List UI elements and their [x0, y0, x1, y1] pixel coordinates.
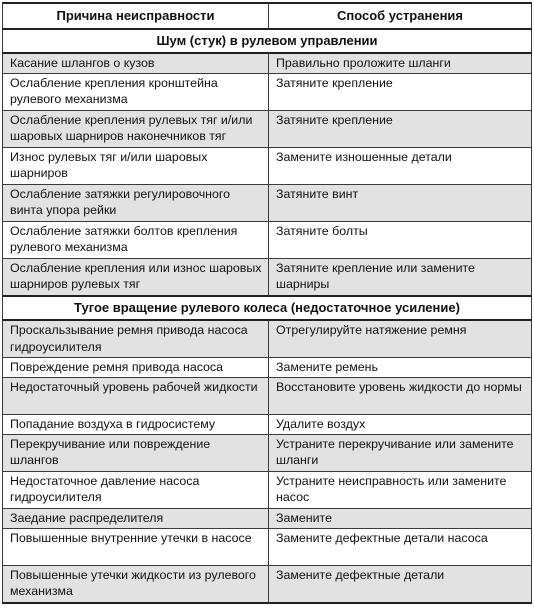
cause-cell: Ослабление затяжки болтов крепления рулевого механизма	[3, 221, 269, 258]
cause-cell: Ослабление затяжки регулировочного винта упора рейки	[3, 184, 269, 221]
remedy-cell: Затяните болты	[269, 221, 532, 258]
table-header-row	[3, 3, 532, 29]
remedy-cell: Затяните крепление	[269, 73, 532, 110]
table-row	[3, 320, 532, 357]
table-row	[3, 53, 532, 73]
remedy-cell: Замените дефектные детали	[269, 565, 532, 603]
table-row	[3, 434, 532, 471]
remedy-cell: Правильно проложите шланги	[269, 53, 532, 73]
remedy-cell: Устраните перекручивание или замените шланги	[269, 434, 532, 471]
cause-cell: Ослабление крепления рулевых тяг и/или шаровых шарниров наконечников тяг	[3, 110, 269, 147]
table-row	[3, 414, 532, 434]
remedy-cell: Затяните крепление	[269, 110, 532, 147]
remedy-cell: Замените дефектные детали насоса	[269, 528, 532, 565]
cause-cell: Повышенные внутренние утечки в насосе	[3, 528, 269, 565]
cause-cell: Касание шлангов о кузов	[3, 53, 269, 73]
cause-cell: Недостаточное давление насоса гидроусилителя	[3, 471, 269, 508]
table-row	[3, 471, 532, 508]
remedy-cell: Удалите воздух	[269, 414, 532, 434]
remedy-cell: Замените изношенные детали	[269, 147, 532, 184]
remedy-cell: Восстановите уровень жидкости до нормы	[269, 377, 532, 414]
table-row	[3, 184, 532, 221]
section-title: Шум (стук) в рулевом управлении	[3, 29, 532, 53]
table-row	[3, 565, 532, 603]
remedy-cell: Устраните неисправность или замените насос	[269, 471, 532, 508]
cause-cell: Повышенные утечки жидкости из рулевого механизма	[3, 565, 269, 603]
troubleshooting-table	[2, 2, 532, 604]
section-title: Тугое вращение рулевого колеса (недостаточное усиление)	[3, 296, 532, 320]
table-row	[3, 508, 532, 528]
cause-cell: Проскальзывание ремня привода насоса гидроусилителя	[3, 320, 269, 357]
table-row	[3, 110, 532, 147]
table-row	[3, 357, 532, 377]
header-cause: Причина неисправности	[3, 3, 269, 29]
table-row	[3, 221, 532, 258]
remedy-cell: Замените ремень	[269, 357, 532, 377]
header-remedy: Способ устранения	[269, 3, 532, 29]
table-row	[3, 147, 532, 184]
cause-cell: Износ рулевых тяг и/или шаровых шарниров	[3, 147, 269, 184]
remedy-cell: Затяните крепление или замените шарниры	[269, 258, 532, 296]
cause-cell: Ослабление крепления или износ шаровых шарниров рулевых тяг	[3, 258, 269, 296]
section-header-noise	[3, 29, 532, 53]
cause-cell: Недостаточный уровень рабочей жидкости	[3, 377, 269, 414]
remedy-cell: Отрегулируйте натяжение ремня	[269, 320, 532, 357]
cause-cell: Попадание воздуха в гидросистему	[3, 414, 269, 434]
remedy-cell: Замените	[269, 508, 532, 528]
section-header-stiff-steering	[3, 296, 532, 320]
table-row	[3, 528, 532, 565]
table-row	[3, 258, 532, 296]
cause-cell: Ослабление крепления кронштейна рулевого механизма	[3, 73, 269, 110]
cause-cell: Заедание распределителя	[3, 508, 269, 528]
cause-cell: Повреждение ремня привода насоса	[3, 357, 269, 377]
table-row	[3, 73, 532, 110]
cause-cell: Перекручивание или повреждение шлангов	[3, 434, 269, 471]
table-row	[3, 377, 532, 414]
remedy-cell: Затяните винт	[269, 184, 532, 221]
